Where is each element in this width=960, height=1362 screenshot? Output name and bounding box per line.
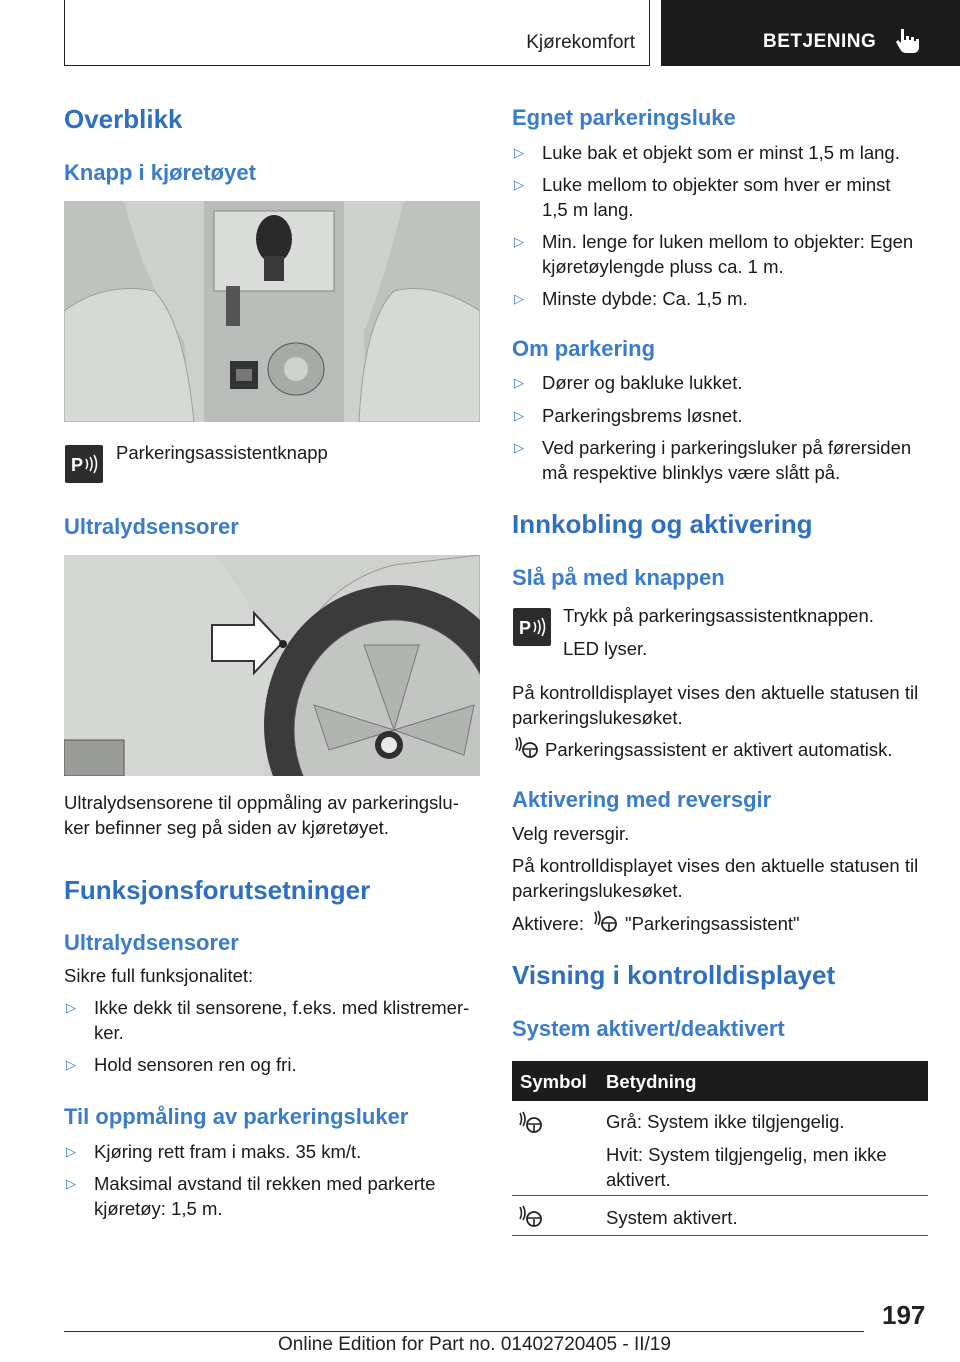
list-item: ▷ Kjøring rett fram i maks. 35 km/t. xyxy=(66,1141,362,1162)
sensor-photo xyxy=(64,555,480,776)
heading-ultralydsensorer-2: Ultralydsensorer xyxy=(64,930,239,955)
page-number: 197 xyxy=(882,1300,926,1330)
bullet-triangle-icon: ▷ xyxy=(66,1144,76,1159)
console-photo xyxy=(64,201,480,422)
svg-text:P: P xyxy=(519,618,532,638)
bullet-triangle-icon: ▷ xyxy=(66,1057,76,1072)
table-header xyxy=(512,1061,928,1101)
row1-text-a: Grå: System ikke tilgjengelig. xyxy=(606,1111,845,1132)
kontroll-text-1: På kontrolldisplayet vises den aktuelle statusen til parkeringslukesøket. xyxy=(512,682,919,728)
parking-assist-active-icon xyxy=(518,1205,544,1229)
row1-text-b: Hvit: System tilgjengelig, men ikke aktivert. xyxy=(606,1144,887,1190)
trykk-text: Trykk på parkeringsassistentknappen. xyxy=(563,605,874,626)
heading-visning: Visning i kontrolldisplayet xyxy=(512,960,836,990)
heading-funksjonsforutsetninger: Funksjonsforutsetninger xyxy=(64,875,371,905)
heading-aktivering: Aktivering med reversgir xyxy=(512,787,772,812)
parking-assist-icon xyxy=(593,910,619,934)
col-betydning-header: Betydning xyxy=(606,1071,697,1092)
auto-text: Parkeringsassistent er aktivert automatisk. xyxy=(545,739,893,760)
led-text: LED lyser. xyxy=(563,638,648,659)
heading-oppmaling: Til oppmåling av parkeringsluker xyxy=(64,1104,409,1129)
bullet-triangle-icon: ▷ xyxy=(66,1000,76,1015)
bullet-triangle-icon: ▷ xyxy=(514,145,524,160)
header-section-title: Kjørekomfort xyxy=(526,32,635,53)
list-item: ▷ Ved parkering i parkeringsluker på førersiden må respektive blinklys være slått på. xyxy=(514,437,912,483)
heading-system: System aktivert/deaktivert xyxy=(512,1016,785,1041)
bullet-triangle-icon: ▷ xyxy=(514,234,524,249)
list-item: ▷ Luke bak et objekt som er minst 1,5 m lang. xyxy=(514,142,900,163)
col-symbol-header: Symbol xyxy=(520,1071,587,1092)
heading-egnet: Egnet parkeringsluke xyxy=(512,105,736,130)
aktivere-value: "Parkeringsassistent" xyxy=(625,913,800,934)
parking-assist-active-icon xyxy=(514,736,540,760)
bullet-triangle-icon: ▷ xyxy=(514,291,524,306)
bullet-triangle-icon: ▷ xyxy=(66,1176,76,1191)
row2-text: System aktivert. xyxy=(606,1207,738,1228)
bullet-triangle-icon: ▷ xyxy=(514,440,524,455)
list-item: ▷ Luke mellom to objekter som hver er minst 1,5 m lang. xyxy=(514,174,891,220)
heading-om-parkering: Om parkering xyxy=(512,336,656,361)
heading-sla-pa: Slå på med knappen xyxy=(512,565,725,590)
list-item: ▷ Minste dybde: Ca. 1,5 m. xyxy=(514,288,748,309)
heading-ultralydsensorer: Ultralydsensorer xyxy=(64,514,239,539)
list-item: ▷ Ikke dekk til sensorene, f.eks. med klistremer-ker. xyxy=(66,997,470,1043)
list-item: ▷ Parkeringsbrems løsnet. xyxy=(514,405,743,426)
kontroll-text-2: På kontrolldisplayet vises den aktuelle statusen til parkeringslukesøket. xyxy=(512,855,919,901)
hand-pointer-icon xyxy=(895,27,921,55)
parking-assistant-button-icon xyxy=(65,445,103,483)
heading-innkobling: Innkobling og aktivering xyxy=(512,509,813,539)
symbol-table xyxy=(512,1061,928,1236)
table-row xyxy=(512,1101,928,1196)
heading-knapp: Knapp i kjøretøyet xyxy=(64,160,256,185)
sikre-text: Sikre full funksjonalitet: xyxy=(64,965,254,986)
bullet-triangle-icon: ▷ xyxy=(514,375,524,390)
header-chapter-title: BETJENING xyxy=(763,31,877,52)
footer-edition: Online Edition for Part no. 01402720405 - II/19 xyxy=(278,1334,671,1355)
list-item: ▷ Hold sensoren ren og fri. xyxy=(66,1054,297,1075)
list-item: ▷ Dører og bakluke lukket. xyxy=(514,372,743,393)
heading-overblikk: Overblikk xyxy=(64,104,183,134)
velg-text: Velg reversgir. xyxy=(512,823,630,844)
bullet-triangle-icon: ▷ xyxy=(514,177,524,192)
header-section-tab xyxy=(64,0,650,66)
parking-assist-grey-icon xyxy=(518,1111,544,1135)
ultra-caption: Ultralydsensorene til oppmåling av parkeringslu-ker befinner seg på siden av kjøretøyet. xyxy=(64,792,459,838)
header-chapter-tab xyxy=(661,0,960,66)
list-item: ▷ Maksimal avstand til rekken med parkerte kjøretøy: 1,5 m. xyxy=(66,1173,436,1219)
list-item: ▷ Min. lenge for luken mellom to objekter: Egen kjøretøylengde pluss ca. 1 m. xyxy=(514,231,914,277)
bullet-triangle-icon: ▷ xyxy=(514,408,524,423)
footer-divider xyxy=(64,1331,864,1332)
button-caption: Parkeringsassistentknapp xyxy=(116,442,328,463)
aktivere-label: Aktivere: xyxy=(512,913,584,934)
svg-text:P: P xyxy=(71,455,84,475)
table-row xyxy=(512,1196,928,1236)
parking-assistant-button-icon xyxy=(513,608,551,646)
